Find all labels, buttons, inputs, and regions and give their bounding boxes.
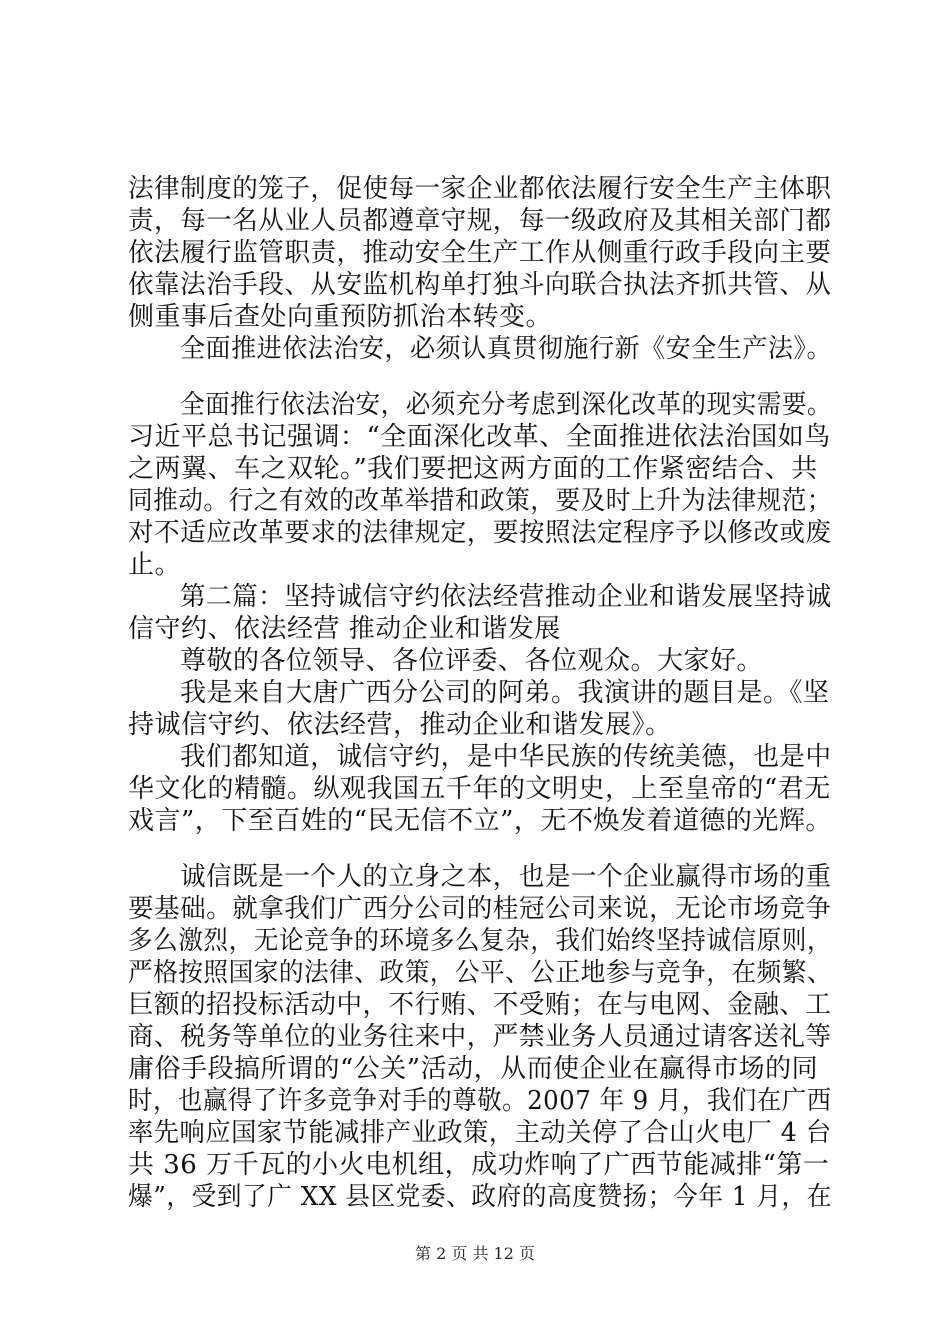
- text-line: 全面推进依法治安，必须认真贯彻施行新《安全生产法》。: [180, 334, 833, 364]
- text-line: 责，每一名从业人员都遵章守规，每一级政府及其相关部门都: [128, 206, 832, 236]
- text-line: 全面推行依法治安，必须充分考虑到深化改革的现实需要。: [180, 390, 833, 420]
- text-line: 尊敬的各位领导、各位评委、各位观众。大家好。: [180, 646, 764, 676]
- text-line: 信守约、依法经营 推动企业和谐发展: [128, 614, 561, 644]
- text-line: 率先响应国家节能减排产业政策，主动关停了合山火电厂 4 台: [128, 1118, 832, 1148]
- text-line: 商、税务等单位的业务往来中，严禁业务人员通过请客送礼等: [128, 1022, 832, 1052]
- text-line: 我是来自大唐广西分公司的阿弟。我演讲的题目是。《坚: [180, 678, 830, 708]
- text-line: 要基础。就拿我们广西分公司的桂冠公司来说，无论市场竞争: [128, 894, 832, 924]
- text-line: 侧重事后查处向重预防抓治本转变。: [128, 302, 553, 332]
- text-line: 诚信既是一个人的立身之本，也是一个企业赢得市场的重: [180, 862, 832, 892]
- text-line: 爆”，受到了广 XX 县区党委、政府的高度赞扬；今年 1 月，在: [128, 1182, 832, 1212]
- text-line: 同推动。行之有效的改革举措和政策，要及时上升为法律规范；: [128, 486, 833, 516]
- text-line: 戏言”，下至百姓的“民无信不立”，无不焕发着道德的光辉。: [128, 806, 832, 836]
- page-number-footer: 第 2 页 共 12 页: [415, 1244, 535, 1263]
- text-line: 持诚信守约、依法经营，推动企业和谐发展》。: [128, 710, 672, 740]
- text-line: 时，也赢得了许多竞争对手的尊敬。2007 年 9 月，我们在广西: [128, 1086, 832, 1116]
- text-line: 严格按照国家的法律、政策，公平、公正地参与竞争，在频繁、: [128, 958, 833, 988]
- text-line: 多么激烈，无论竞争的环境多么复杂，我们始终坚持诚信原则，: [128, 926, 833, 956]
- text-line: 华文化的精髓。纵观我国五千年的文明史，上至皇帝的“君无: [128, 774, 831, 804]
- text-line: 巨额的招投标活动中，不行贿、不受贿；在与电网、金融、工: [128, 990, 832, 1020]
- text-line: 法律制度的笼子，促使每一家企业都依法履行安全生产主体职: [128, 174, 832, 204]
- text-line: 依法履行监管职责，推动安全生产工作从侧重行政手段向主要: [128, 238, 832, 268]
- text-line: 止。: [128, 550, 182, 580]
- text-line: 依靠法治手段、从安监机构单打独斗向联合执法齐抓共管、从: [128, 270, 832, 300]
- text-line: 习近平总书记强调：“全面深化改革、全面推进依法治国如鸟: [128, 422, 831, 452]
- text-line: 对不适应改革要求的法律规定，要按照法定程序予以修改或废: [128, 518, 832, 548]
- text-line: 我们都知道，诚信守约，是中华民族的传统美德，也是中: [180, 742, 832, 772]
- text-line: 之两翼、车之双轮。”我们要把这两方面的工作紧密结合、共: [128, 454, 818, 484]
- text-line: 第二篇：坚持诚信守约依法经营推动企业和谐发展坚持诚: [180, 582, 832, 612]
- text-line: 共 36 万千瓦的小火电机组，成功炸响了广西节能减排“第一: [128, 1150, 830, 1180]
- text-line: 庸俗手段搞所谓的“公关”活动，从而使企业在赢得市场的同: [128, 1054, 819, 1084]
